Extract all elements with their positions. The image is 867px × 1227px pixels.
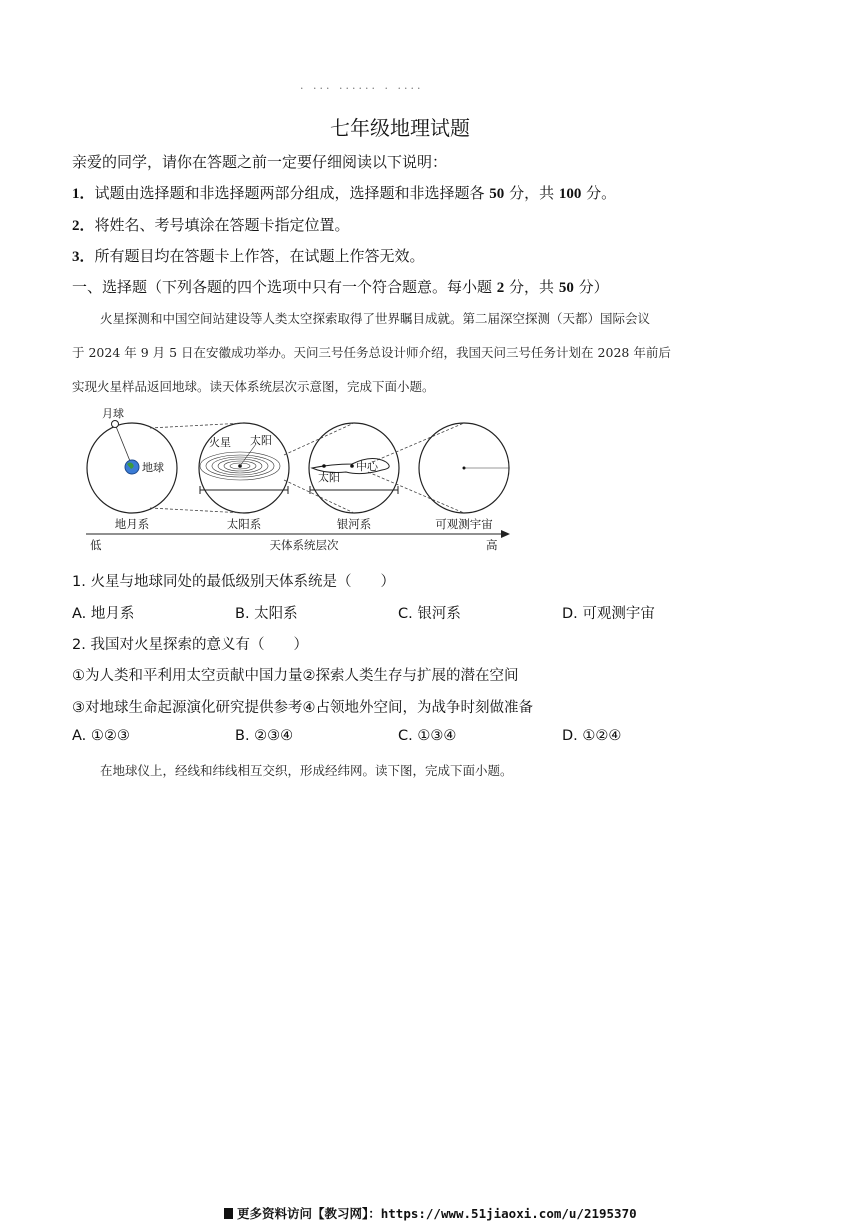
passage-line: 在地球仪上，经线和纬线相互交织，形成经纬网。读下图，完成下面小题。 bbox=[100, 763, 513, 778]
question-1-stem: 1. 火星与地球同处的最低级别天体系统是（ ） bbox=[72, 574, 395, 590]
center-label: 中心 bbox=[356, 460, 378, 473]
axis-high-label: 高 bbox=[486, 538, 498, 552]
question-2-statements-1: ①为人类和平利用太空贡献中国力量②探索人类生存与扩展的潜在空间 bbox=[72, 668, 519, 684]
moon-icon bbox=[112, 421, 119, 428]
passage-line: 实现火星样品返回地球。读天体系统层次示意图，完成下面小题。 bbox=[72, 379, 435, 394]
page-title: 七年级地理试题 bbox=[330, 116, 470, 140]
instruction-number: 2． bbox=[72, 218, 95, 234]
section-heading: 一、选择题（下列各题的四个选项中只有一个符合题意。每小题 2 分，共 50 分） bbox=[72, 278, 609, 296]
question-2-statements-2: ③对地球生命起源演化研究提供参考④占领地外空间，为战争时刻做准备 bbox=[72, 700, 533, 716]
instruction-1: 1．试题由选择题和非选择题两部分组成，选择题和非选择题各 50 分，共 100 分。 bbox=[72, 184, 617, 202]
sun-label: 太阳 bbox=[250, 434, 272, 447]
greeting: 亲爱的同学，请你在答题之前一定要仔细阅读以下说明： bbox=[72, 153, 448, 171]
milky-way-circle bbox=[309, 423, 399, 513]
question-1-option-b[interactable]: B. 太阳系 bbox=[235, 606, 298, 622]
galaxy-center-icon bbox=[350, 464, 354, 468]
instruction-2: 2．将姓名、考号填涂在答题卡指定位置。 bbox=[72, 216, 350, 234]
instruction-number: 3． bbox=[72, 249, 95, 265]
axis-arrow-icon bbox=[501, 530, 510, 538]
footer-link[interactable]: 更多资料访问【教习网】：https://www.51jiaoxi.com/u/2195370 bbox=[224, 1204, 637, 1222]
question-1-option-a[interactable]: A. 地月系 bbox=[72, 606, 135, 622]
question-2-option-a[interactable]: A. ①②③ bbox=[72, 728, 130, 744]
passage-line: 于 2024 年 9 月 5 日在安徽成功举办。天问三号任务总设计师介绍，我国天问三号任务计划在 2028 年前后 bbox=[72, 345, 671, 360]
question-2-stem: 2. 我国对火星探索的意义有（ ） bbox=[72, 637, 308, 653]
question-1-option-c[interactable]: C. 银河系 bbox=[398, 606, 461, 622]
header-dots: · ··· ······ · ···· bbox=[300, 82, 424, 95]
celestial-system-diagram bbox=[72, 400, 522, 560]
question-2-option-b[interactable]: B. ②③④ bbox=[235, 728, 294, 744]
instruction-number: 1． bbox=[72, 186, 95, 202]
moon-label: 月球 bbox=[102, 407, 124, 420]
sun-position-icon bbox=[322, 464, 326, 468]
question-2-option-d[interactable]: D. ①②④ bbox=[562, 728, 622, 744]
system-label-universe: 可观测宇宙 bbox=[435, 517, 493, 531]
question-1-option-d[interactable]: D. 可观测宇宙 bbox=[562, 606, 655, 622]
flag-icon bbox=[224, 1208, 233, 1219]
passage-1 bbox=[72, 308, 732, 410]
earth-label: 地球 bbox=[142, 461, 164, 474]
instruction-3: 3．所有题目均在答题卡上作答，在试题上作答无效。 bbox=[72, 247, 425, 265]
system-label-earth-moon: 地月系 bbox=[114, 517, 150, 531]
sun-in-galaxy-label: 太阳 bbox=[318, 471, 340, 484]
axis-low-label: 低 bbox=[90, 538, 102, 552]
axis-title: 天体系统层次 bbox=[269, 538, 339, 552]
passage-line: 火星探测和中国空间站建设等人类太空探索取得了世界瞩目成就。第二届深空探测（天都）国际会议 bbox=[100, 311, 651, 326]
zoom-connectors bbox=[150, 423, 464, 513]
system-label-solar: 太阳系 bbox=[226, 517, 262, 531]
mars-label: 火星 bbox=[209, 436, 231, 449]
question-2-option-c[interactable]: C. ①③④ bbox=[398, 728, 457, 744]
system-label-milky-way: 银河系 bbox=[336, 517, 372, 531]
passage-2 bbox=[100, 760, 760, 794]
